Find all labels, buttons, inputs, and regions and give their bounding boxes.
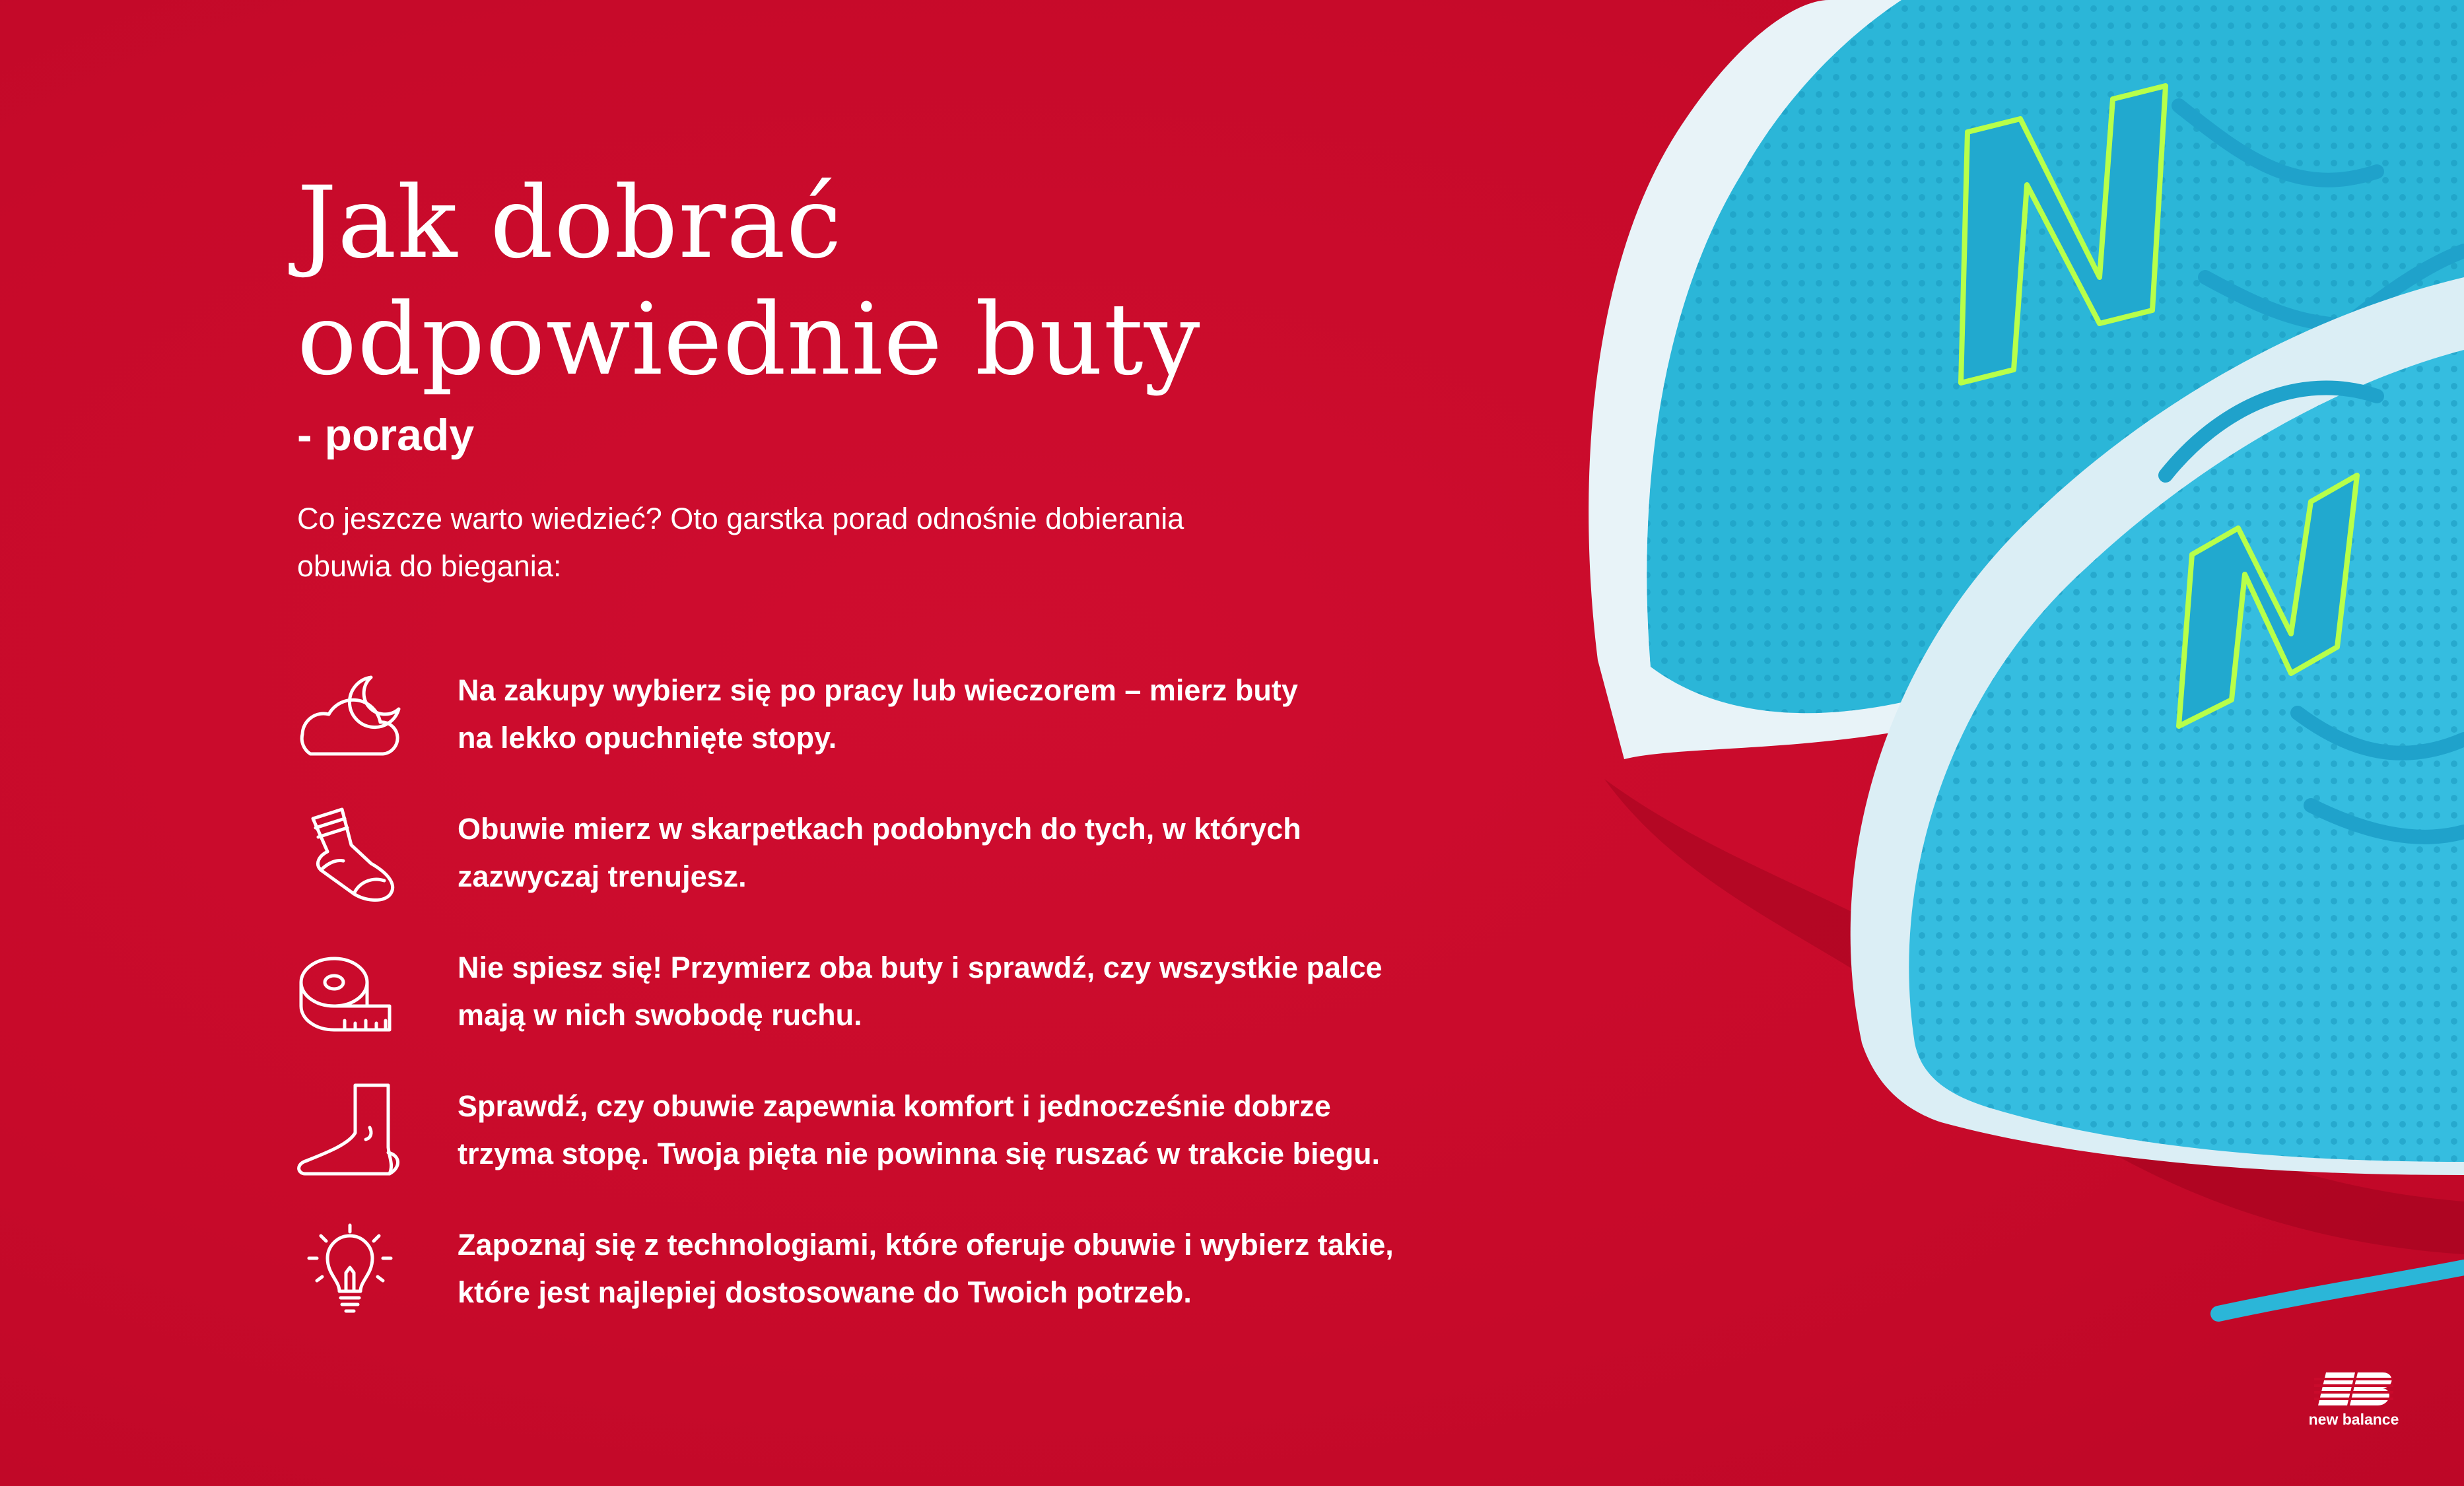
tip-item xyxy=(291,1076,1479,1215)
intro-line-1: Co jeszcze warto wiedzieć? Oto garstka porad odnośnie dobierania xyxy=(297,502,1184,535)
tip-text xyxy=(458,805,1488,900)
intro-line-2: obuwia do biegania: xyxy=(297,549,562,583)
running-shoes-image xyxy=(1519,0,2464,1386)
tip-line-2: zazwyczaj trenujesz. xyxy=(458,860,747,893)
foot-icon xyxy=(291,1081,409,1180)
measuring-tape-icon xyxy=(291,943,409,1042)
tip-item xyxy=(291,937,1479,1076)
tip-line-2: mają w nich swobodę ruchu. xyxy=(458,998,862,1032)
new-balance-logo xyxy=(2298,1370,2410,1436)
tip-line-1: Nie spiesz się! Przymierz oba buty i sprawdź, czy wszystkie palce xyxy=(458,951,1383,984)
page-subtitle: - porady xyxy=(297,410,475,460)
page-title xyxy=(297,165,1201,399)
tip-line-2: na lekko opuchnięte stopy. xyxy=(458,721,837,755)
title-line-1: Jak dobrać xyxy=(297,166,842,281)
tip-item xyxy=(291,799,1479,937)
tip-item xyxy=(291,1215,1479,1353)
tip-text xyxy=(458,1221,1488,1316)
title-line-2: odpowiednie buty xyxy=(297,283,1201,397)
tip-line-1: Zapoznaj się z technologiami, które oferuje obuwie i wybierz takie, xyxy=(458,1228,1394,1262)
tip-line-2: trzyma stopę. Twoja pięta nie powinna się ruszać w trakcie biegu. xyxy=(458,1137,1381,1170)
brand-name: new balance xyxy=(2308,1411,2399,1428)
tips-list xyxy=(291,660,1479,1353)
cloud-moon-icon xyxy=(291,665,409,764)
sock-icon xyxy=(291,804,409,903)
tip-line-1: Obuwie mierz w skarpetkach podobnych do tych, w których xyxy=(458,812,1301,846)
tip-text xyxy=(458,667,1488,762)
tip-line-1: Sprawdź, czy obuwie zapewnia komfort i jednocześnie dobrze xyxy=(458,1089,1331,1123)
intro-text xyxy=(297,495,1287,590)
tip-text xyxy=(458,944,1488,1039)
tip-item xyxy=(291,660,1479,799)
tip-line-1: Na zakupy wybierz się po pracy lub wieczorem – mierz buty xyxy=(458,673,1298,707)
tip-line-2: które jest najlepiej dostosowane do Twoich potrzeb. xyxy=(458,1275,1192,1309)
tip-text xyxy=(458,1083,1488,1178)
lightbulb-icon xyxy=(291,1220,409,1319)
